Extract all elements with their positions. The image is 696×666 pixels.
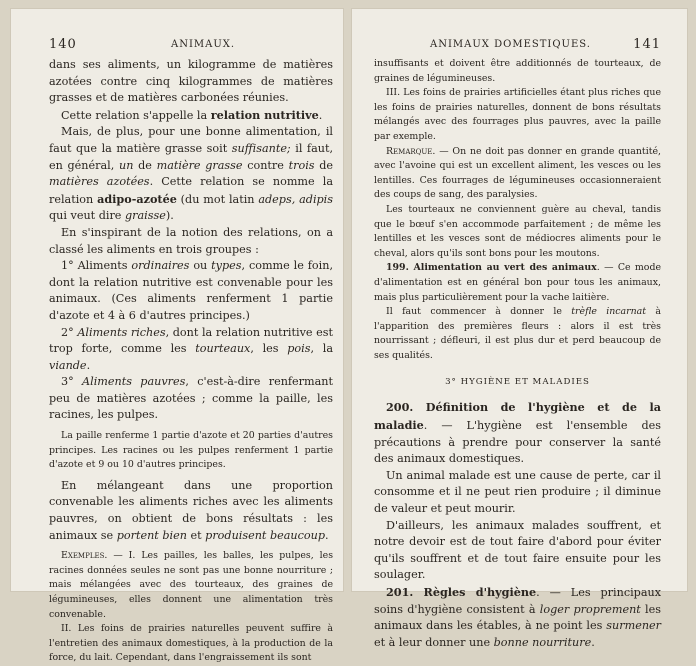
small-paragraph: insuffisants et doivent être additionnés de tourteaux, de graines de légumineuses. [374, 58, 661, 84]
left-page [10, 8, 344, 664]
page-number: 141 [633, 37, 661, 52]
small-paragraph: Remarque. — On ne doit pas donner en grande quantité, avec l'avoine qui est un excellent aliment, les vesces ou les lentilles. Ces fourrages de légumineuses occasionneraient des coups de sang, des paralysies. [374, 145, 661, 201]
running-head: ANIMAUX DOMESTIQUES. [430, 39, 591, 50]
paragraph: 2° Aliments riches, dont la relation nutritive est trop forte, comme les tourteaux, les pois, la viande. [49, 325, 333, 372]
left-page-header [49, 39, 333, 57]
small-paragraph: III. Les foins de prairies artificielles étant plus riches que les foins de prairies naturelles, donnent de bons résultats mélangés avec des fourrages plus pauvres, avec la paille par exemple. [374, 87, 661, 142]
section-heading: 199. Alimentation au vert des animaux [386, 262, 597, 274]
small-paragraph: 199. Alimentation au vert des animaux. — Ce mode d'alimentation est en général bon pour tous les animaux, mais plus particulièrement pour la vache laitière. [374, 262, 661, 303]
paragraph: Mais, de plus, pour une bonne alimentation, il faut que la matière grasse soit suffisante; il faut, en général, un de matière grasse contre trois de matières azotées. Cette relation se nomme la relation adipo-azotée (du mot latin adeps, adipis qui veut dire graisse). [49, 125, 334, 223]
paragraph: dans ses aliments, un kilogramme de matières azotées contre cinq kilogrammes de matières grasses et de matières carbonées réunies. [49, 58, 333, 105]
section-heading: 201. Règles d'hygiène [386, 585, 537, 599]
small-paragraph: Exemples. — I. Les pailles, les balles, les pulpes, les racines données seules ne sont pas une bonne nourriture ; mais mélangées avec des tourteaux, des graines de légumineuses, elles donnent une alimentation très convenable. [49, 550, 333, 620]
section-heading: 200. Définition de l'hygiène et de la maladie [374, 400, 661, 433]
chapter-section-title: 3° HYGIÈNE ET MALADIES [445, 377, 590, 388]
paragraph: D'ailleurs, les animaux malades souffrent, et notre devoir est de tout faire d'abord pour éviter qu'ils souffrent et de tout faire ensuite pour les soulager. [374, 518, 661, 582]
right-page-header [374, 39, 661, 57]
right-page [351, 8, 688, 649]
page-number: 140 [49, 37, 77, 52]
paragraph: En s'inspirant de la notion des relations, on a classé les aliments en trois groupes : [49, 225, 333, 256]
paragraph: En mélangeant dans une proportion convenable les aliments riches avec les aliments pauvres, on obtient de bons résultats : les animaux se portent bien et produisent beaucoup. [49, 478, 333, 542]
paragraph: 3° Aliments pauvres, c'est-à-dire renfermant peu de matières azotées ; comme la paille, les racines, les pulpes. [49, 375, 333, 422]
paragraph: Un animal malade est une cause de perte, car il consomme et il ne peut rien produire ; il diminue de valeur et peut mourir. [374, 468, 661, 516]
running-head: ANIMAUX. [171, 39, 236, 50]
small-paragraph: Il faut commencer à donner le trèfle incarnat à l'apparition des premières fleurs : alors il est très nourrissant ; défleuri, il est plus dur et perd beaucoup de ses qualités. [374, 306, 661, 361]
paragraph: 1° Aliments ordinaires ou types, comme le foin, dont la relation nutritive est convenable pour les animaux. (Ces aliments renferment 1 partie d'azote et 4 à 6 d'autres principes.) [49, 259, 333, 322]
paragraph: Cette relation s'appelle la relation nutritive. [61, 107, 323, 122]
small-paragraph: Les tourteaux ne conviennent guère au cheval, tandis que le bœuf s'en accommode parfaitement ; de même les lentilles et les vesces sont de médiocres aliments pour le cheval, alors qu'ils sont bons pour les moutons. [374, 203, 661, 259]
small-paragraph: La paille renferme 1 partie d'azote et 20 parties d'autres principes. Les racines ou les pulpes renferment 1 partie d'azote et 9 ou 10 d'autres principes. [49, 430, 333, 471]
small-paragraph: II. Les foins de prairies naturelles peuvent suffire à l'entretien des animaux domestiques, à la production de la force, du lait. Cependant, dans l'engraissement ils sont [49, 623, 333, 664]
paragraph: 200. Définition de l'hygiène et de la maladie. — L'hygiène est l'ensemble des précautions à prendre pour conserver la santé des animaux domestiques. [374, 400, 661, 466]
paragraph: 201. Règles d'hygiène. — Les principaux soins d'hygiène consistent à loger proprement les animaux dans les étables, à ne point les surmener et à leur donner une bonne nourriture. [374, 585, 662, 649]
